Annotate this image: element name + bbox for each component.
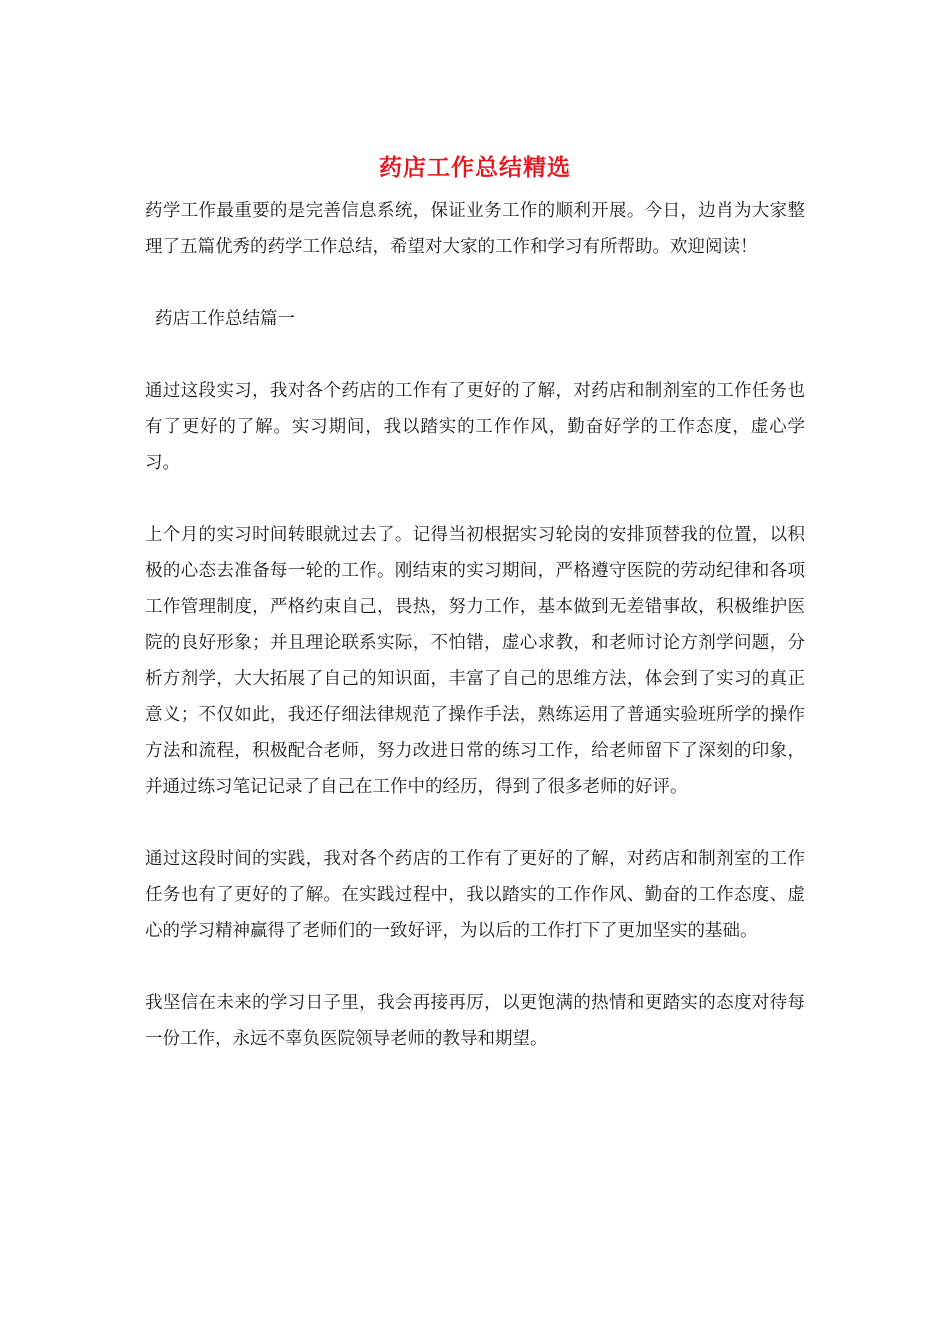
- document-body: [145, 193, 805, 1057]
- section-heading: 药店工作总结篇一: [155, 309, 295, 329]
- body-paragraph-4: 我坚信在未来的学习日子里，我会再接再厉，以更饱满的热情和更踏实的态度对待每一份工作，永远不辜负医院领导老师的教导和期望。: [145, 993, 805, 1049]
- body-paragraph-3: 通过这段时间的实践，我对各个药店的工作有了更好的了解，对药店和制剂室的工作任务也有了更好的了解。在实践过程中，我以踏实的工作作风、勤奋的工作态度、虚心的学习精神赢得了老师们的一致好评，为以后的工作打下了更加坚实的基础。: [145, 849, 805, 941]
- body-paragraph-2: 上个月的实习时间转眼就过去了。记得当初根据实习轮岗的安排顶替我的位置，以积极的心态去准备每一轮的工作。刚结束的实习期间，严格遵守医院的劳动纪律和各项工作管理制度，严格约束自己，畏热，努力工作，基本做到无差错事故，积极维护医院的良好形象；并且理论联系实际，不怕错，虚心求教，和老师讨论方剂学问题，分析方剂学，大大拓展了自己的知识面，丰富了自己的思维方法，体会到了实习的真正意义；不仅如此，我还仔细法律规范了操作手法，熟练运用了普通实验班所学的操作方法和流程，积极配合老师，努力改进日常的练习工作，给老师留下了深刻的印象，并通过练习笔记记录了自己在工作中的经历，得到了很多老师的好评。: [145, 525, 805, 797]
- intro-paragraph: 药学工作最重要的是完善信息系统，保证业务工作的顺利开展。今日，边肖为大家整理了五篇优秀的药学工作总结，希望对大家的工作和学习有所帮助。欢迎阅读！: [145, 201, 805, 257]
- document-title: 药店工作总结精选: [379, 154, 571, 181]
- body-paragraph-1: 通过这段实习，我对各个药店的工作有了更好的了解，对药店和制剂室的工作任务也有了更好的了解。实习期间，我以踏实的工作作风，勤奋好学的工作态度，虚心学习。: [145, 381, 805, 473]
